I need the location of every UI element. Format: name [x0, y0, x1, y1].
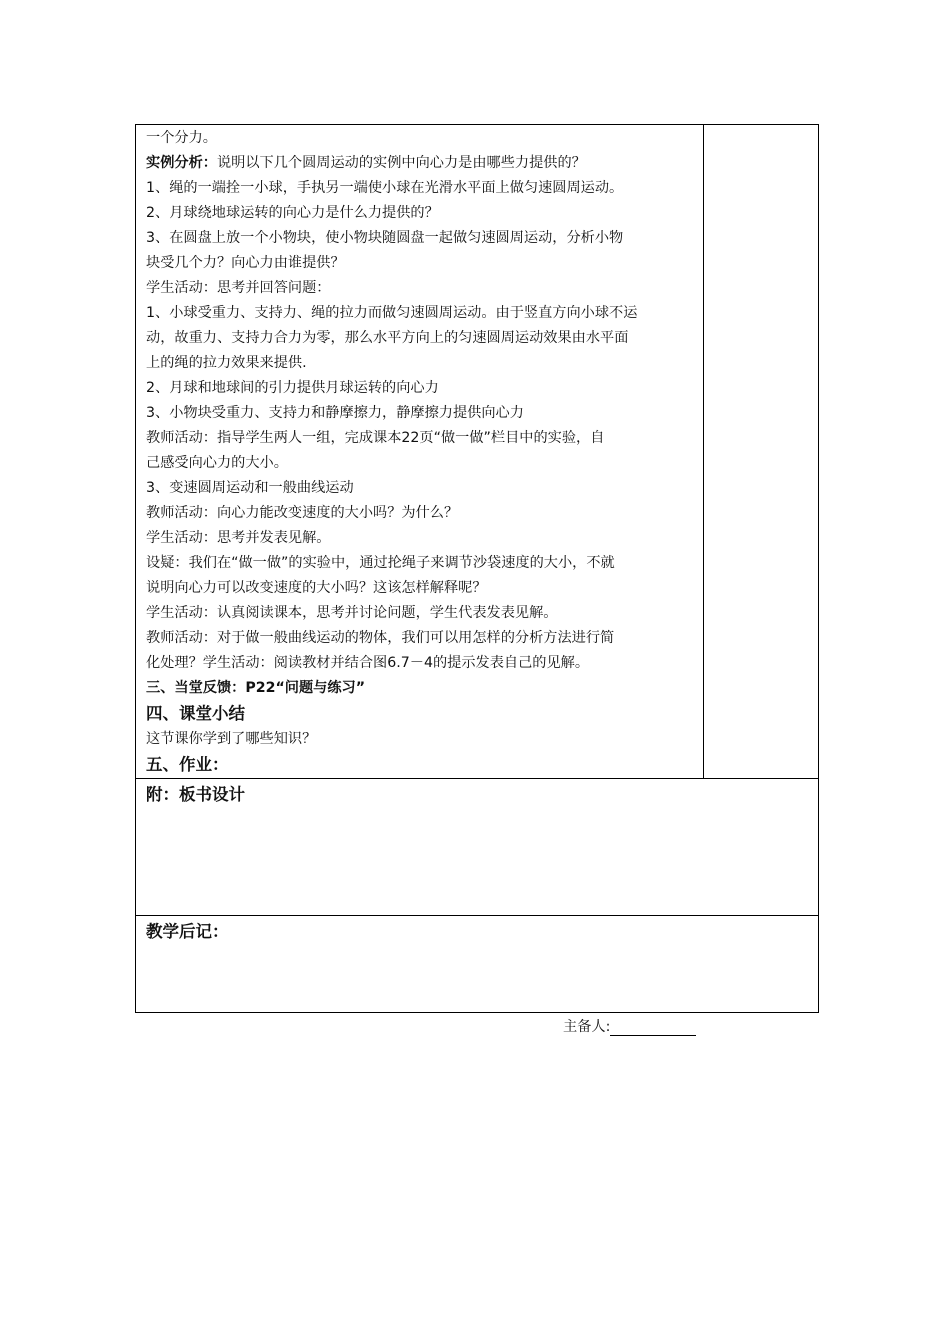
content-line-text: 3、变速圆周运动和一般曲线运动: [146, 480, 354, 496]
content-line: [146, 576, 702, 601]
content-line: [146, 476, 702, 501]
content-line-text: 1、绳的一端拴一小球，手执另一端使小球在光滑水平面上做匀速圆周运动。: [146, 180, 624, 196]
content-line-text: 学生活动：思考并发表见解。: [146, 530, 331, 546]
content-line: [146, 401, 702, 426]
preparer-label: 主备人:: [563, 1019, 611, 1035]
content-line-label: 三、当堂反馈：: [146, 680, 246, 696]
board-design-heading: 附：板书设计: [146, 785, 245, 804]
content-line-text: 2、月球绕地球运转的向心力是什么力提供的？: [146, 205, 439, 221]
content-line: [146, 551, 702, 576]
content-line: [146, 151, 702, 176]
content-line-text: P22“问题与练习”: [245, 680, 366, 696]
preparer-signature: [563, 1016, 696, 1036]
content-line-text: 3、小物块受重力、支持力和静摩擦力，静摩擦力提供向心力: [146, 405, 524, 421]
content-line: [146, 301, 702, 326]
content-line: [146, 326, 702, 351]
content-line: [146, 276, 702, 301]
content-line-text: 设疑：我们在“做一做”的实验中，通过抡绳子来调节沙袋速度的大小，不就: [146, 555, 615, 571]
content-line-text: 动，故重力、支持力合力为零，那么水平方向上的匀速圆周运动效果由水平面: [146, 330, 629, 346]
content-line: [146, 201, 702, 226]
content-line-label: 实例分析：: [146, 155, 217, 171]
column-divider: [703, 124, 704, 779]
content-line: [146, 126, 702, 151]
content-line-text: 学生活动：思考并回答问题：: [146, 280, 331, 296]
content-line-text: 教师活动：对于做一般曲线运动的物体，我们可以用怎样的分析方法进行简: [146, 630, 615, 646]
content-line: [146, 526, 702, 551]
content-line-text: 块受几个力？向心力由谁提供？: [146, 255, 345, 271]
content-line: [146, 226, 702, 251]
teaching-notes-cell: [135, 915, 819, 1013]
summary-heading: 四、课堂小结: [146, 704, 245, 723]
content-line-text: 一个分力。: [146, 130, 217, 146]
summary-text: 这节课你学到了哪些知识？: [146, 731, 317, 747]
content-line-text: 化处理？学生活动：阅读教材并结合图6.7－4的提示发表自己的见解。: [146, 655, 590, 671]
content-line-text: 说明向心力可以改变速度的大小吗？这该怎样解释呢？: [146, 580, 487, 596]
content-line: [146, 626, 702, 651]
content-line-text: 己感受向心力的大小。: [146, 455, 288, 471]
content-line-text: 教师活动：指导学生两人一组，完成课本22页“做一做”栏目中的实验，自: [146, 430, 605, 446]
content-line-text: 上的绳的拉力效果来提供.: [146, 355, 307, 371]
content-line-text: 教师活动：向心力能改变速度的大小吗？为什么？: [146, 505, 459, 521]
main-cell-content: [146, 126, 702, 778]
content-line: [146, 176, 702, 201]
content-line-text: 说明以下几个圆周运动的实例中向心力是由哪些力提供的？: [216, 155, 586, 171]
preparer-blank-line: [610, 1019, 696, 1036]
teaching-notes-heading: 教学后记：: [146, 922, 229, 941]
content-line-text: 学生活动：认真阅读课本，思考并讨论问题，学生代表发表见解。: [146, 605, 558, 621]
content-line: [146, 376, 702, 401]
content-line: [146, 501, 702, 526]
content-line-text: 2、月球和地球间的引力提供月球运转的向心力: [146, 380, 439, 396]
content-line: [146, 351, 702, 376]
content-line-text: 3、在圆盘上放一个小物块，使小物块随圆盘一起做匀速圆周运动，分析小物: [146, 230, 624, 246]
content-line: [146, 676, 702, 701]
content-line-text: 1、小球受重力、支持力、绳的拉力而做匀速圆周运动。由于竖直方向小球不运: [146, 305, 638, 321]
content-line: [146, 601, 702, 626]
homework-heading: 五、作业：: [146, 755, 229, 774]
content-line: [146, 251, 702, 276]
content-line: [146, 426, 702, 451]
content-line: [146, 651, 702, 676]
content-line: [146, 451, 702, 476]
